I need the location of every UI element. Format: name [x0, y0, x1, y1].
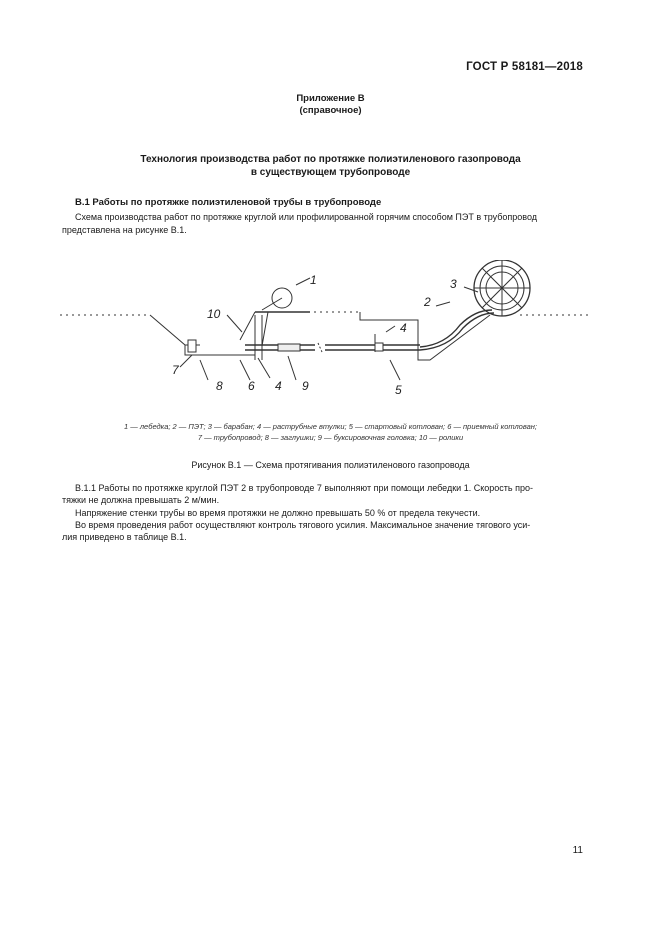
section-title-line-1: Технология производства работ по протяжке полиэтиленового газопровода: [140, 154, 521, 165]
paragraph-3-line-2: лия приведено в таблице В.1.: [62, 532, 187, 542]
figure-legend-line-1: 1 — лебедка; 2 — ПЭТ; 3 — барабан; 4 — раструбные втулки; 5 — стартовый котлован; 6 — приемный котлован;: [123, 422, 537, 431]
section-title-line-2: в существующем трубопроводе: [250, 167, 411, 178]
paragraph-3-line-1: Во время проведения работ осуществляют контроль тягового усилия. Максимальное значение тягового уси-: [75, 520, 531, 530]
launch-pit-outline: [360, 312, 490, 360]
appendix-note: (справочное): [299, 105, 362, 116]
page-number: 11: [572, 845, 583, 856]
label-socket-right: 4: [400, 321, 407, 335]
label-receiving-pit: 6: [248, 379, 255, 393]
label-plugs: 8: [216, 379, 223, 393]
plug-left: [188, 340, 196, 352]
label-drum: 3: [450, 277, 457, 291]
towing-head: [278, 344, 300, 351]
paragraph-2: Напряжение стенки трубы во время протяжки не должно превышать 50 % от предела текучести.: [75, 508, 481, 518]
label-pipeline: 7: [172, 363, 179, 377]
intro-line-1: Схема производства работ по протяжке круглой или профилированной горячим способом ПЭТ в трубопровод: [75, 212, 538, 222]
label-socket-left: 4: [275, 379, 282, 393]
paragraph-1-line-2: тяжки не должна превышать 2 м/мин.: [62, 495, 220, 505]
receiving-pit-outline: [150, 315, 255, 355]
label-towing-head: 9: [302, 379, 309, 393]
label-winch: 1: [310, 273, 317, 287]
label-pe-pipe: 2: [424, 295, 431, 309]
figure-legend-line-2: 7 — трубопровод; 8 — заглушки; 9 — буксировочная головка; 10 — ролики: [197, 433, 464, 442]
standard-number: ГОСТ Р 58181—2018: [466, 61, 583, 73]
socket-sleeve: [375, 343, 383, 351]
appendix-title: Приложение В: [296, 93, 365, 104]
paragraph-1-line-1: В.1.1 Работы по протяжке круглой ПЭТ 2 в трубопроводе 7 выполняют при помощи лебедки 1. Скорость про-: [75, 483, 533, 493]
figure-caption: Рисунок В.1 — Схема протягивания полиэтиленового газопровода: [191, 460, 470, 470]
pipe-pulling-diagram: [0, 260, 661, 405]
intro-line-2: представлена на рисунке В.1.: [62, 225, 187, 235]
label-rollers: 10: [207, 307, 221, 321]
subsection-title: В.1 Работы по протяжке полиэтиленовой трубы в трубопроводе: [75, 197, 382, 208]
label-launch-pit: 5: [395, 383, 402, 397]
